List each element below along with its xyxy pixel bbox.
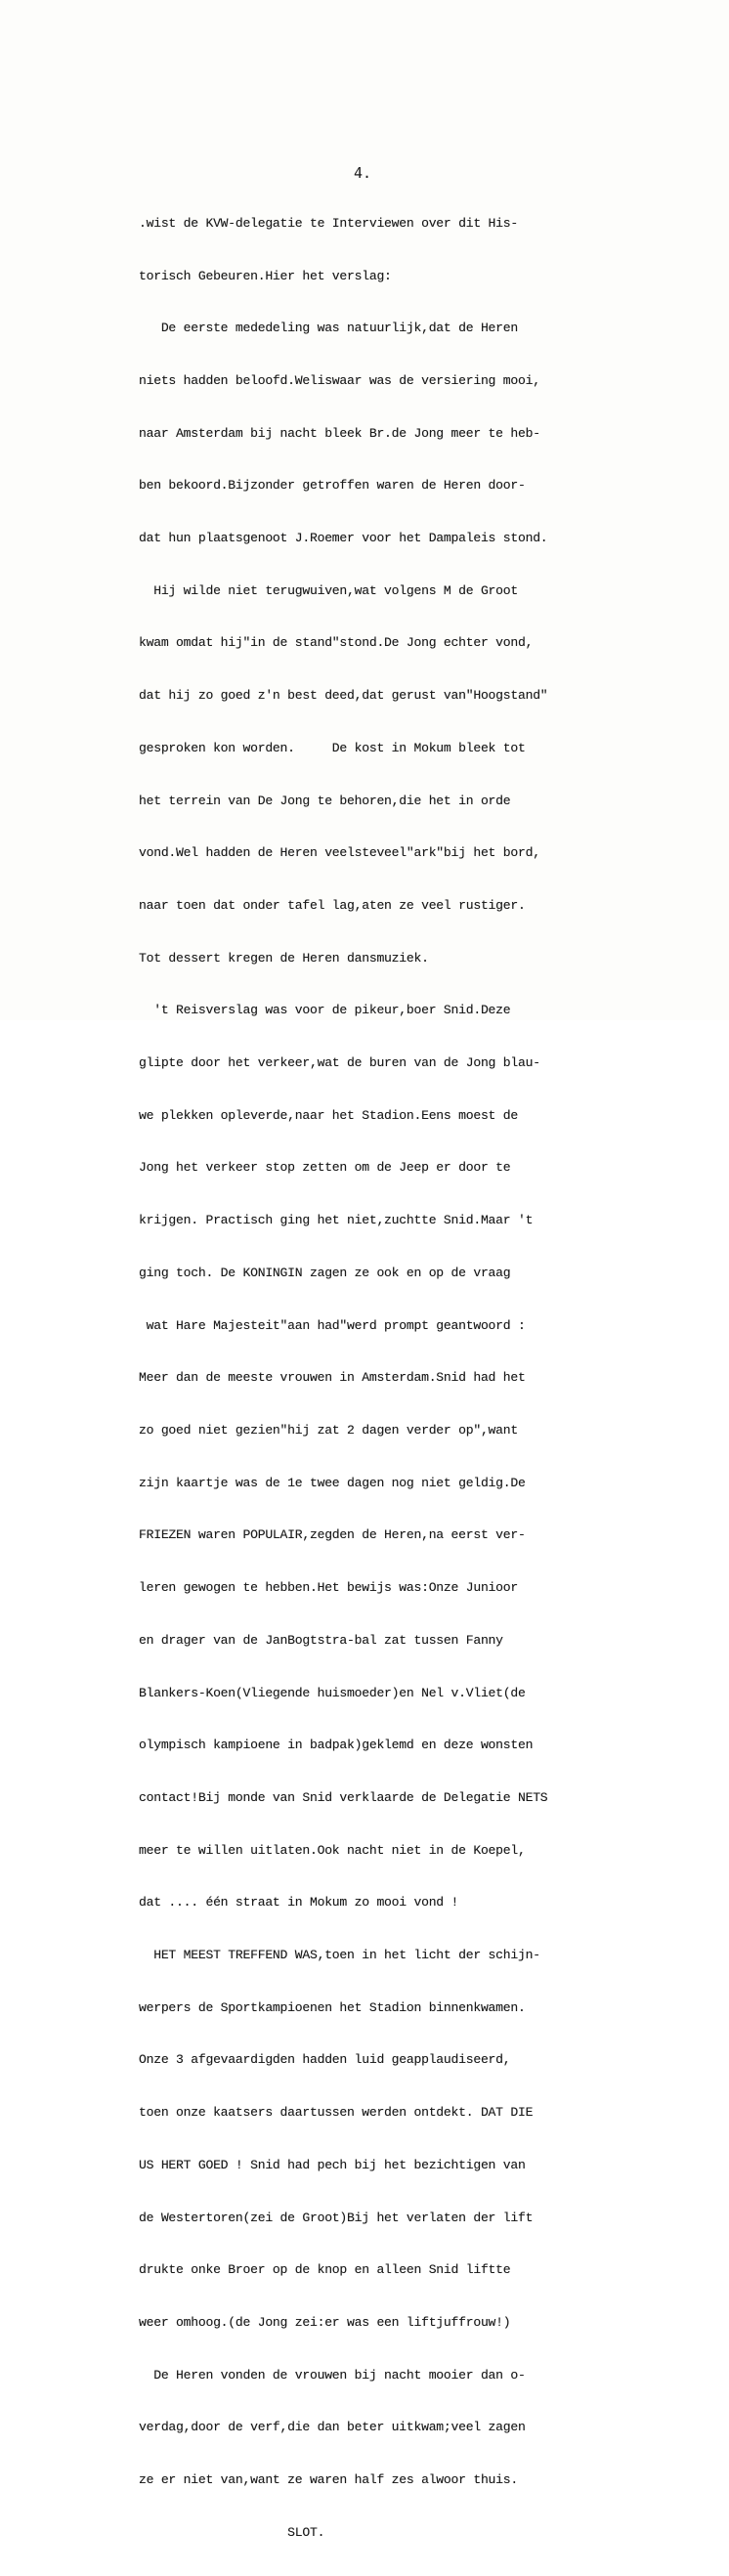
text-line: drukte onke Broer op de knop en alleen Snid liftte bbox=[139, 2262, 511, 2278]
text-line: vond.Wel hadden de Heren veelsteveel"ark"bij het bord, bbox=[139, 845, 540, 861]
text-line: weer omhoog.(de Jong zei:er was een liftjuffrouw!) bbox=[139, 2314, 511, 2330]
text-line: werpers de Sportkampioenen het Stadion binnenkwamen. bbox=[139, 1999, 526, 2015]
text-line: 't Reisverslag was voor de pikeur,boer Snid.Deze bbox=[139, 1003, 511, 1018]
text-line: het terrein van De Jong te behoren,die het in orde bbox=[139, 793, 511, 808]
text-line: glipte door het verkeer,wat de buren van de Jong blau- bbox=[139, 1055, 540, 1071]
text-line: De eerste mededeling was natuurlijk,dat de Heren bbox=[139, 321, 518, 336]
text-line: ging toch. De KONINGIN zagen ze ook en op de vraag bbox=[139, 1265, 511, 1280]
text-line: torisch Gebeuren.Hier het verslag: bbox=[139, 268, 392, 283]
text-line: Jong het verkeer stop zetten om de Jeep er door te bbox=[139, 1160, 511, 1176]
text-line: verdag,door de verf,die dan beter uitkwam;veel zagen bbox=[139, 2420, 526, 2435]
text-line: dat hun plaatsgenoot J.Roemer voor het Dampaleis stond. bbox=[139, 531, 548, 546]
text-line: .wist de KVW-delegatie te Interviewen over dit His- bbox=[139, 215, 518, 231]
page-number: 4. bbox=[354, 164, 372, 182]
text-line: US HERT GOED ! Snid had pech bij het bezichtigen van bbox=[139, 2157, 526, 2172]
text-line: niets hadden beloofd.Weliswaar was de versiering mooi, bbox=[139, 372, 540, 388]
text-line: de Westertoren(zei de Groot)Bij het verlaten der lift bbox=[139, 2210, 534, 2225]
text-line: en drager van de JanBogtstra-bal zat tussen Fanny bbox=[139, 1632, 503, 1648]
text-line: HET MEEST TREFFEND WAS,toen in het licht der schijn- bbox=[139, 1948, 540, 1963]
closing-line: SLOT. bbox=[139, 2524, 325, 2540]
text-line: wat Hare Majesteit"aan had"werd prompt geantwoord : bbox=[139, 1317, 526, 1333]
text-line: Hij wilde niet terugwuiven,wat volgens M de Groot bbox=[139, 582, 518, 598]
text-line: Blankers-Koen(Vliegende huismoeder)en Nel v.Vliet(de bbox=[139, 1685, 526, 1700]
text-line: De Heren vonden de vrouwen bij nacht mooier dan o- bbox=[139, 2367, 526, 2383]
text-line: ze er niet van,want ze waren half zes alwoor thuis. bbox=[139, 2472, 518, 2488]
text-line: FRIEZEN waren POPULAIR,zegden de Heren,na eerst ver- bbox=[139, 1527, 526, 1543]
text-line: leren gewogen te hebben.Het bewijs was:Onze Junioor bbox=[139, 1580, 518, 1596]
text-line: dat .... één straat in Mokum zo mooi vond ! bbox=[139, 1895, 459, 1911]
text-line: olympisch kampioene in badpak)geklemd en deze wonsten bbox=[139, 1738, 534, 1753]
text-line: Meer dan de meeste vrouwen in Amsterdam.Snid had het bbox=[139, 1370, 526, 1386]
text-line: zijn kaartje was de 1e twee dagen nog niet geldig.De bbox=[139, 1475, 526, 1490]
typed-text-body bbox=[139, 180, 627, 2576]
text-line: Onze 3 afgevaardigden hadden luid geapplaudiseerd, bbox=[139, 2052, 511, 2068]
text-line: Tot dessert kregen de Heren dansmuziek. bbox=[139, 950, 429, 966]
text-line: naar Amsterdam bij nacht bleek Br.de Jong meer te heb- bbox=[139, 425, 540, 441]
text-line: we plekken opleverde,naar het Stadion.Eens moest de bbox=[139, 1107, 518, 1123]
text-line: ben bekoord.Bijzonder getroffen waren de Heren door- bbox=[139, 478, 526, 494]
text-line: gesproken kon worden. De kost in Mokum bleek tot bbox=[139, 740, 526, 755]
text-line: kwam omdat hij"in de stand"stond.De Jong echter vond, bbox=[139, 635, 534, 651]
text-line: dat hij zo goed z'n best deed,dat gerust van"Hoogstand" bbox=[139, 688, 548, 704]
text-line: toen onze kaatsers daartussen werden ontdekt. DAT DIE bbox=[139, 2105, 534, 2121]
text-line: meer te willen uitlaten.Ook nacht niet in de Koepel, bbox=[139, 1842, 526, 1858]
text-line: krijgen. Practisch ging het niet,zuchtte Snid.Maar 't bbox=[139, 1213, 534, 1228]
text-line: zo goed niet gezien"hij zat 2 dagen verder op",want bbox=[139, 1422, 518, 1438]
text-line: naar toen dat onder tafel lag,aten ze veel rustiger. bbox=[139, 897, 526, 913]
text-line: contact!Bij monde van Snid verklaarde de Delegatie NETS bbox=[139, 1789, 548, 1805]
